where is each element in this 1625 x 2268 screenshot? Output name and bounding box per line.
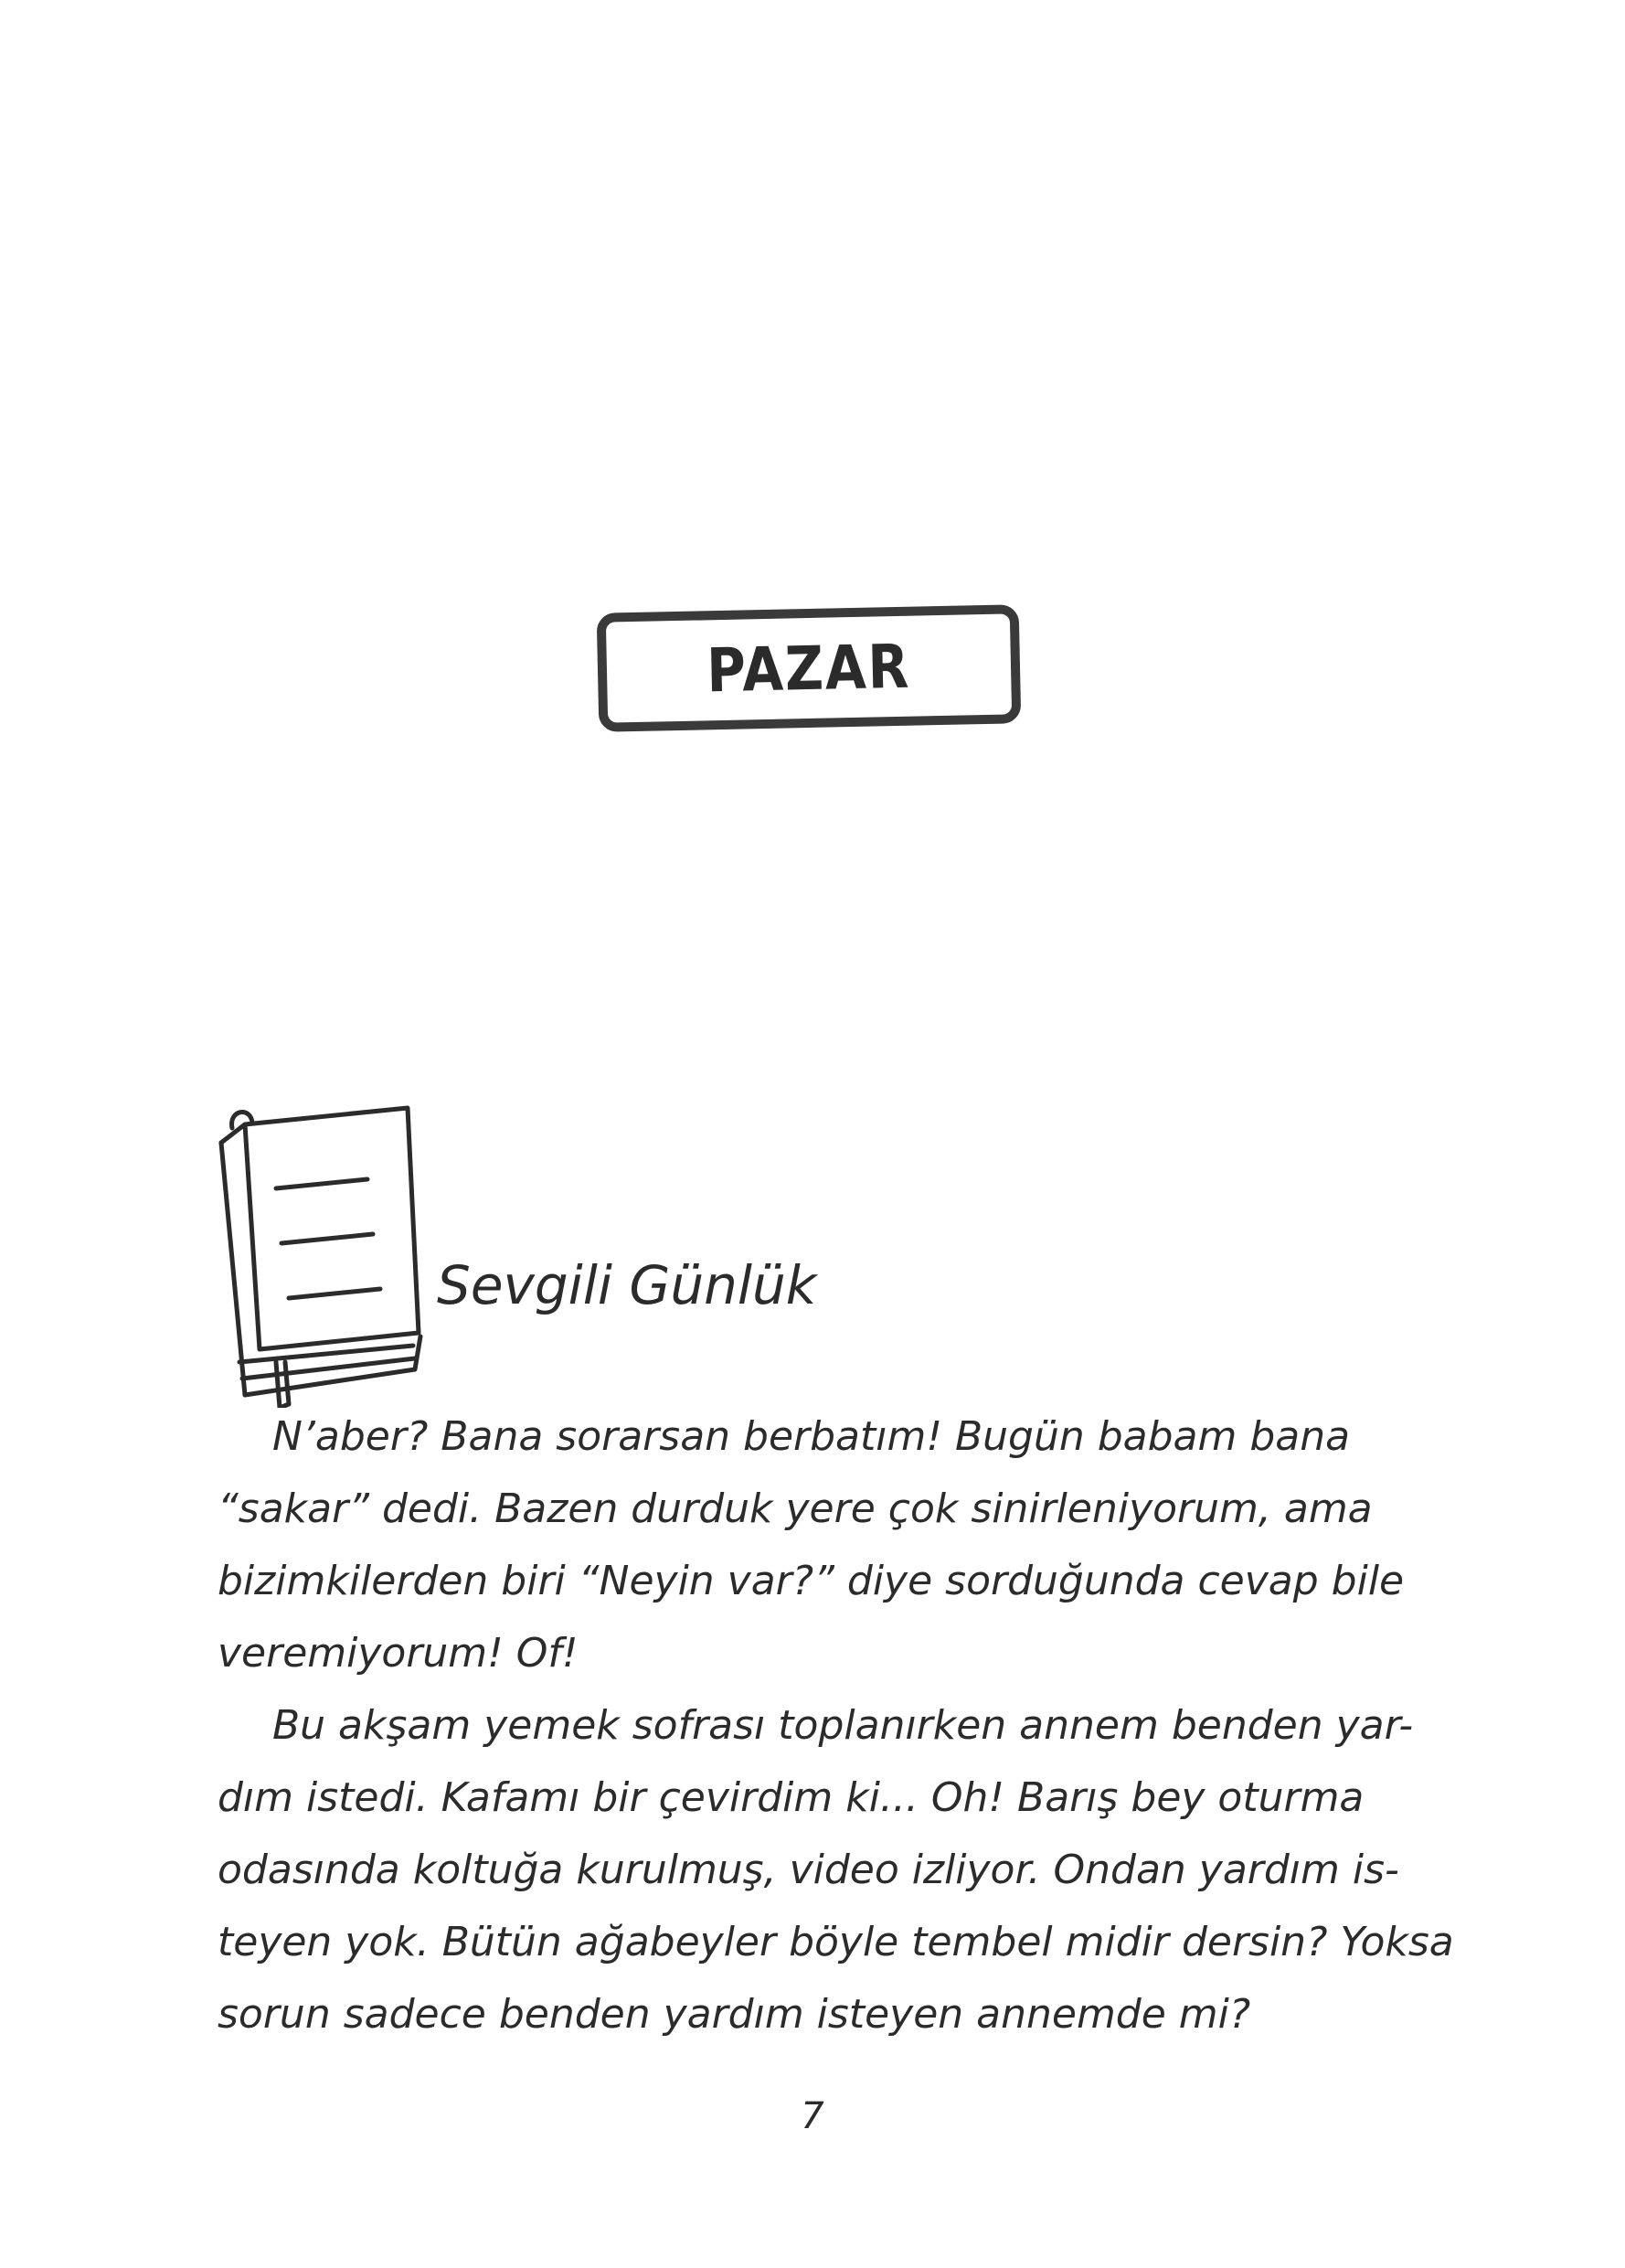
text-line: Bu akşam yemek sofrası toplanırken annem benden yar-	[272, 1702, 1414, 1749]
text-line: dım istedi. Kafamı bir çevirdim ki... Oh! Barış bey oturma	[218, 1774, 1365, 1821]
paragraph-2	[218, 1689, 1454, 2050]
text-line: odasında koltuğa kurulmuş, video izliyor. Ondan yardım is-	[218, 1847, 1399, 1893]
text-line: “sakar” dedi. Bazen durduk yere çok sinirleniyorum, ama	[218, 1485, 1373, 1532]
text-line: teyen yok. Bütün ağabeyler böyle tembel midir dersin? Yoksa	[218, 1919, 1454, 1965]
day-title-badge	[597, 604, 1022, 732]
page-number: 7	[801, 2095, 824, 2137]
diary-greeting: Sevgili Günlük	[437, 1254, 817, 1316]
text-line: bizimkilerden biri “Neyin var?” diye sorduğunda cevap bile	[218, 1558, 1405, 1604]
paragraph-1	[218, 1400, 1406, 1689]
day-title: PAZAR	[706, 631, 912, 706]
diary-entry	[218, 1400, 1454, 2050]
notebook-icon	[212, 1097, 431, 1408]
text-line: sorun sadece benden yardım isteyen annemde mi?	[218, 1991, 1251, 2038]
text-line: N’aber? Bana sorarsan berbatım! Bugün babam bana	[272, 1413, 1351, 1460]
text-line: veremiyorum! Of!	[218, 1630, 579, 1677]
